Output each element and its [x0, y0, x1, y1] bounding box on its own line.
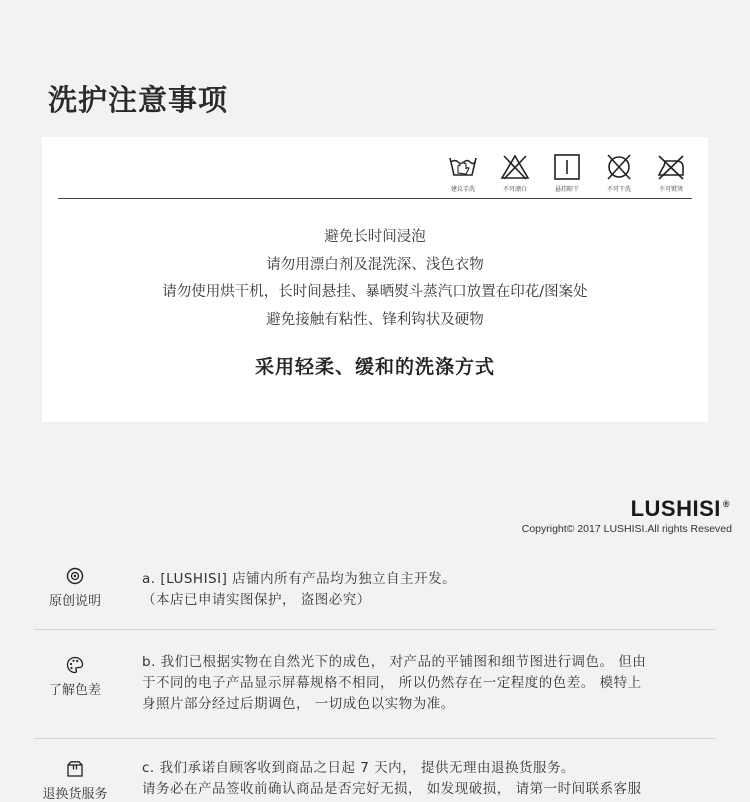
care-label: 建议手洗	[450, 186, 475, 193]
care-item-hand-wash	[444, 153, 482, 193]
notice-line: 身照片部分经过后期调色， 一切成色以实物为准。	[142, 696, 455, 712]
care-emphasis: 采用轻柔、缓和的洗涤方式	[254, 356, 495, 378]
notice-line: c. 我们承诺自顾客收到商品之日起 7 天内， 提供无理由退换货服务。	[142, 760, 575, 776]
section-divider	[34, 738, 716, 739]
hand-wash-icon	[448, 153, 478, 181]
instruction-line: 请勿用漂白剂及混洗深、浅色衣物	[266, 256, 484, 273]
notice-label: 了解色差	[48, 683, 101, 698]
care-label: 不可漂白	[502, 186, 527, 193]
care-card	[42, 137, 708, 422]
instruction-line: 避免长时间浸泡	[324, 229, 426, 245]
care-icons-row	[444, 153, 690, 193]
no-bleach-icon	[500, 153, 530, 181]
brand-name: LUSHISI	[630, 496, 721, 521]
notice-label: 原创说明	[48, 594, 101, 609]
care-item-no-iron	[652, 153, 690, 193]
no-dry-clean-icon	[604, 153, 634, 181]
line-dry-icon	[552, 153, 582, 181]
notice-original-side	[20, 567, 130, 609]
page-title: 洗护注意事项	[48, 83, 229, 117]
registered-mark: ®	[722, 499, 730, 509]
care-item-no-dry-clean	[600, 153, 638, 193]
care-label: 不可熨烫	[658, 186, 683, 193]
notice-line: 请务必在产品签收前确认商品是否完好无损， 如发现破损， 请第一时间联系客服	[142, 781, 642, 797]
notice-color-text	[142, 652, 702, 715]
section-divider	[34, 629, 716, 630]
notice-original-text	[142, 569, 702, 611]
care-item-line-dry	[548, 153, 586, 193]
copyright-text: Copyright© 2017 LUSHISI.All rights Reseved	[521, 523, 732, 535]
care-item-no-bleach	[496, 153, 534, 193]
care-instructions	[42, 224, 708, 334]
notice-label: 退换货服务	[42, 787, 108, 802]
palette-icon	[66, 656, 84, 674]
notice-line: b. 我们已根据实物在自然光下的成色， 对产品的平铺图和细节图进行调色。 但由	[142, 654, 647, 670]
notice-line: （本店已申请实图保护， 盗图必究）	[142, 592, 371, 608]
no-iron-icon	[656, 153, 686, 181]
notice-return-side	[20, 760, 130, 802]
original-seal-icon	[66, 567, 84, 585]
divider-line	[58, 198, 692, 199]
notice-return-text	[142, 758, 702, 800]
notice-line: 于不同的电子产品显示屏幕规格不相同， 所以仍然存在一定程度的色差。 模特上	[142, 675, 642, 691]
notice-line: a. [LUSHISI] 店铺内所有产品均为独立自主开发。	[142, 571, 457, 587]
package-icon	[66, 760, 84, 778]
care-label: 悬挂晾干	[554, 186, 579, 193]
instruction-line: 避免接触有粘性、锋利钩状及硬物	[266, 311, 484, 328]
notice-color-side	[20, 656, 130, 698]
care-label: 不可干洗	[606, 186, 631, 193]
brand-logo	[631, 496, 730, 522]
instruction-line: 请勿使用烘干机，长时间悬挂、暴晒熨斗蒸汽口放置在印花/图案处	[162, 284, 588, 300]
